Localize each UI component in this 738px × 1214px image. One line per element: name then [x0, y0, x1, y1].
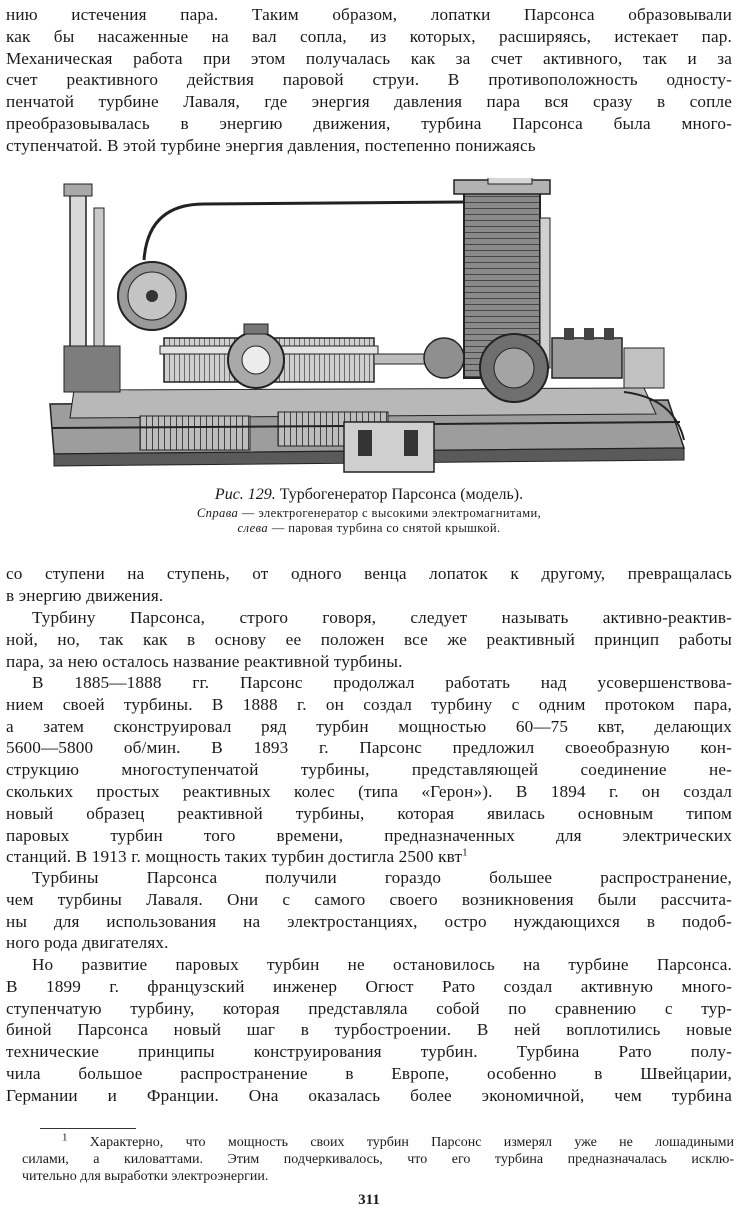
page-number: 311 [358, 1192, 380, 1208]
text-line: как бы насаженные на вал сопла, из которых, расширяясь, истекает пар. [6, 26, 732, 46]
text-line [6, 846, 732, 868]
text-line: Турбину Парсонса, строго говоря, следует называть активно-реактив- [32, 608, 732, 627]
text-line: новый образец реактивной турбины, которая явилась основным типом [6, 803, 732, 823]
text-line: скольких простых реактивных колес (типа «Герон»). В 1894 г. он создал [6, 781, 732, 801]
subcaption-line [0, 506, 738, 521]
text-line: паровых турбин того времени, предназначенных для электрических [6, 825, 732, 845]
text-line: ного рода двигателях. [6, 933, 169, 953]
text-line: в энергию движения. [6, 585, 164, 605]
text-line: ны для использования на электростанциях, остро нуждающихся в подоб- [6, 911, 732, 931]
text-line: со ступени на ступень, от одного венца лопаток к другому, превращалась [6, 564, 732, 583]
text-line: технические принципы конструирования турбин. Турбина Рато полу- [6, 1042, 732, 1062]
text-line: Механическая работа при этом получалась как за счет активного, так и за [6, 48, 732, 68]
text-line: 5600—5800 об/мин. В 1893 г. Парсонс предложил своеобразную кон- [6, 738, 732, 758]
subcaption-right-text: — электрогенератор с высокими электромагнитами, [241, 506, 542, 520]
text-line: чила большое распространение в Европе, особенно в Швейцарии, [6, 1063, 732, 1083]
turbogenerator-illustration [44, 178, 698, 478]
paragraph-4 [6, 867, 732, 954]
text-line: Но развитие паровых турбин не остановилось на турбине Парсонса. [32, 955, 732, 974]
text-run: станций. В 1913 г. мощность таких турбин достигла 2500 квт [6, 847, 463, 867]
paragraph-5 [6, 954, 732, 1107]
text-line: преобразовывалась в энергию движения, турбина Парсонса была много- [6, 113, 732, 133]
text-line: биной Парсонса новый шаг в турбостроении. В ней воплотились новые [6, 1020, 732, 1040]
text-line: счет реактивного действия паровой струи. В противоположность односту- [6, 70, 732, 90]
figure-title: Турбогенератор Парсонса (модель). [279, 486, 524, 503]
subcaption-left-text: — паровая турбина со снятой крышкой. [271, 521, 501, 535]
figure-label: Рис. 129. [214, 486, 276, 503]
text-line: ступенчатую турбину, которая представляла собой по сравнению с тур- [6, 998, 732, 1018]
text-line: В 1885—1888 гг. Парсонс продолжал работать над усовершенствова- [32, 673, 732, 692]
text-line: чительно для выработки электроэнергии. [22, 1169, 269, 1184]
footnote-divider [40, 1128, 136, 1129]
paragraph-3 [6, 672, 732, 868]
figure-subcaption [0, 506, 738, 536]
subcaption-line [0, 521, 738, 536]
paragraph-2 [6, 607, 732, 672]
text-line: струкцию многоступенчатой турбины, представляющей соединение не- [6, 760, 732, 780]
figure-caption [0, 486, 738, 504]
text-line: нием своей турбины. В 1888 г. он создал турбину с одним протоком пара, [6, 694, 732, 714]
footnote-mark: 1 [62, 1131, 68, 1144]
footnote [22, 1131, 734, 1185]
top-paragraph [6, 4, 732, 157]
footnote-ref: 1 [462, 846, 468, 859]
text-line: ной, но, так как в основу ее положен все же реактивный принцип работы [6, 629, 732, 649]
subcaption-left-label: слева [237, 521, 269, 535]
text-run: Характерно, что мощность своих турбин Парсонс измерял уже не лошадиными [89, 1135, 734, 1150]
text-line: нию истечения пара. Таким образом, лопатки Парсонса образовывали [6, 5, 732, 24]
subcaption-right-label: Справа [196, 506, 239, 520]
text-line: Германии и Франции. Она оказалась более экономичной, чем турбина [6, 1085, 732, 1105]
text-line: Турбины Парсонса получили гораздо большее распространение, [32, 868, 732, 887]
text-line: ступенчатой. В этой турбине энергия давления, постепенно понижаясь [6, 135, 536, 155]
text-line [22, 1131, 734, 1151]
text-line: пенчатой турбине Лаваля, где энергия давления пара вся сразу в сопле [6, 92, 732, 112]
text-line: а затем сконструировал ряд турбин мощностью 60—75 квт, делающих [6, 716, 732, 736]
text-line: пара, за нею осталось название реактивной турбины. [6, 651, 403, 671]
text-line: В 1899 г. французский инженер Огюст Рато создал активную много- [6, 976, 732, 996]
text-line: силами, а киловаттами. Этим подчеркивалось, что его турбина предназначалась исклю- [22, 1152, 734, 1167]
text-line: чем турбины Лаваля. Они с самого своего возникновения были рассчита- [6, 889, 732, 909]
paragraph-1 [6, 563, 732, 607]
